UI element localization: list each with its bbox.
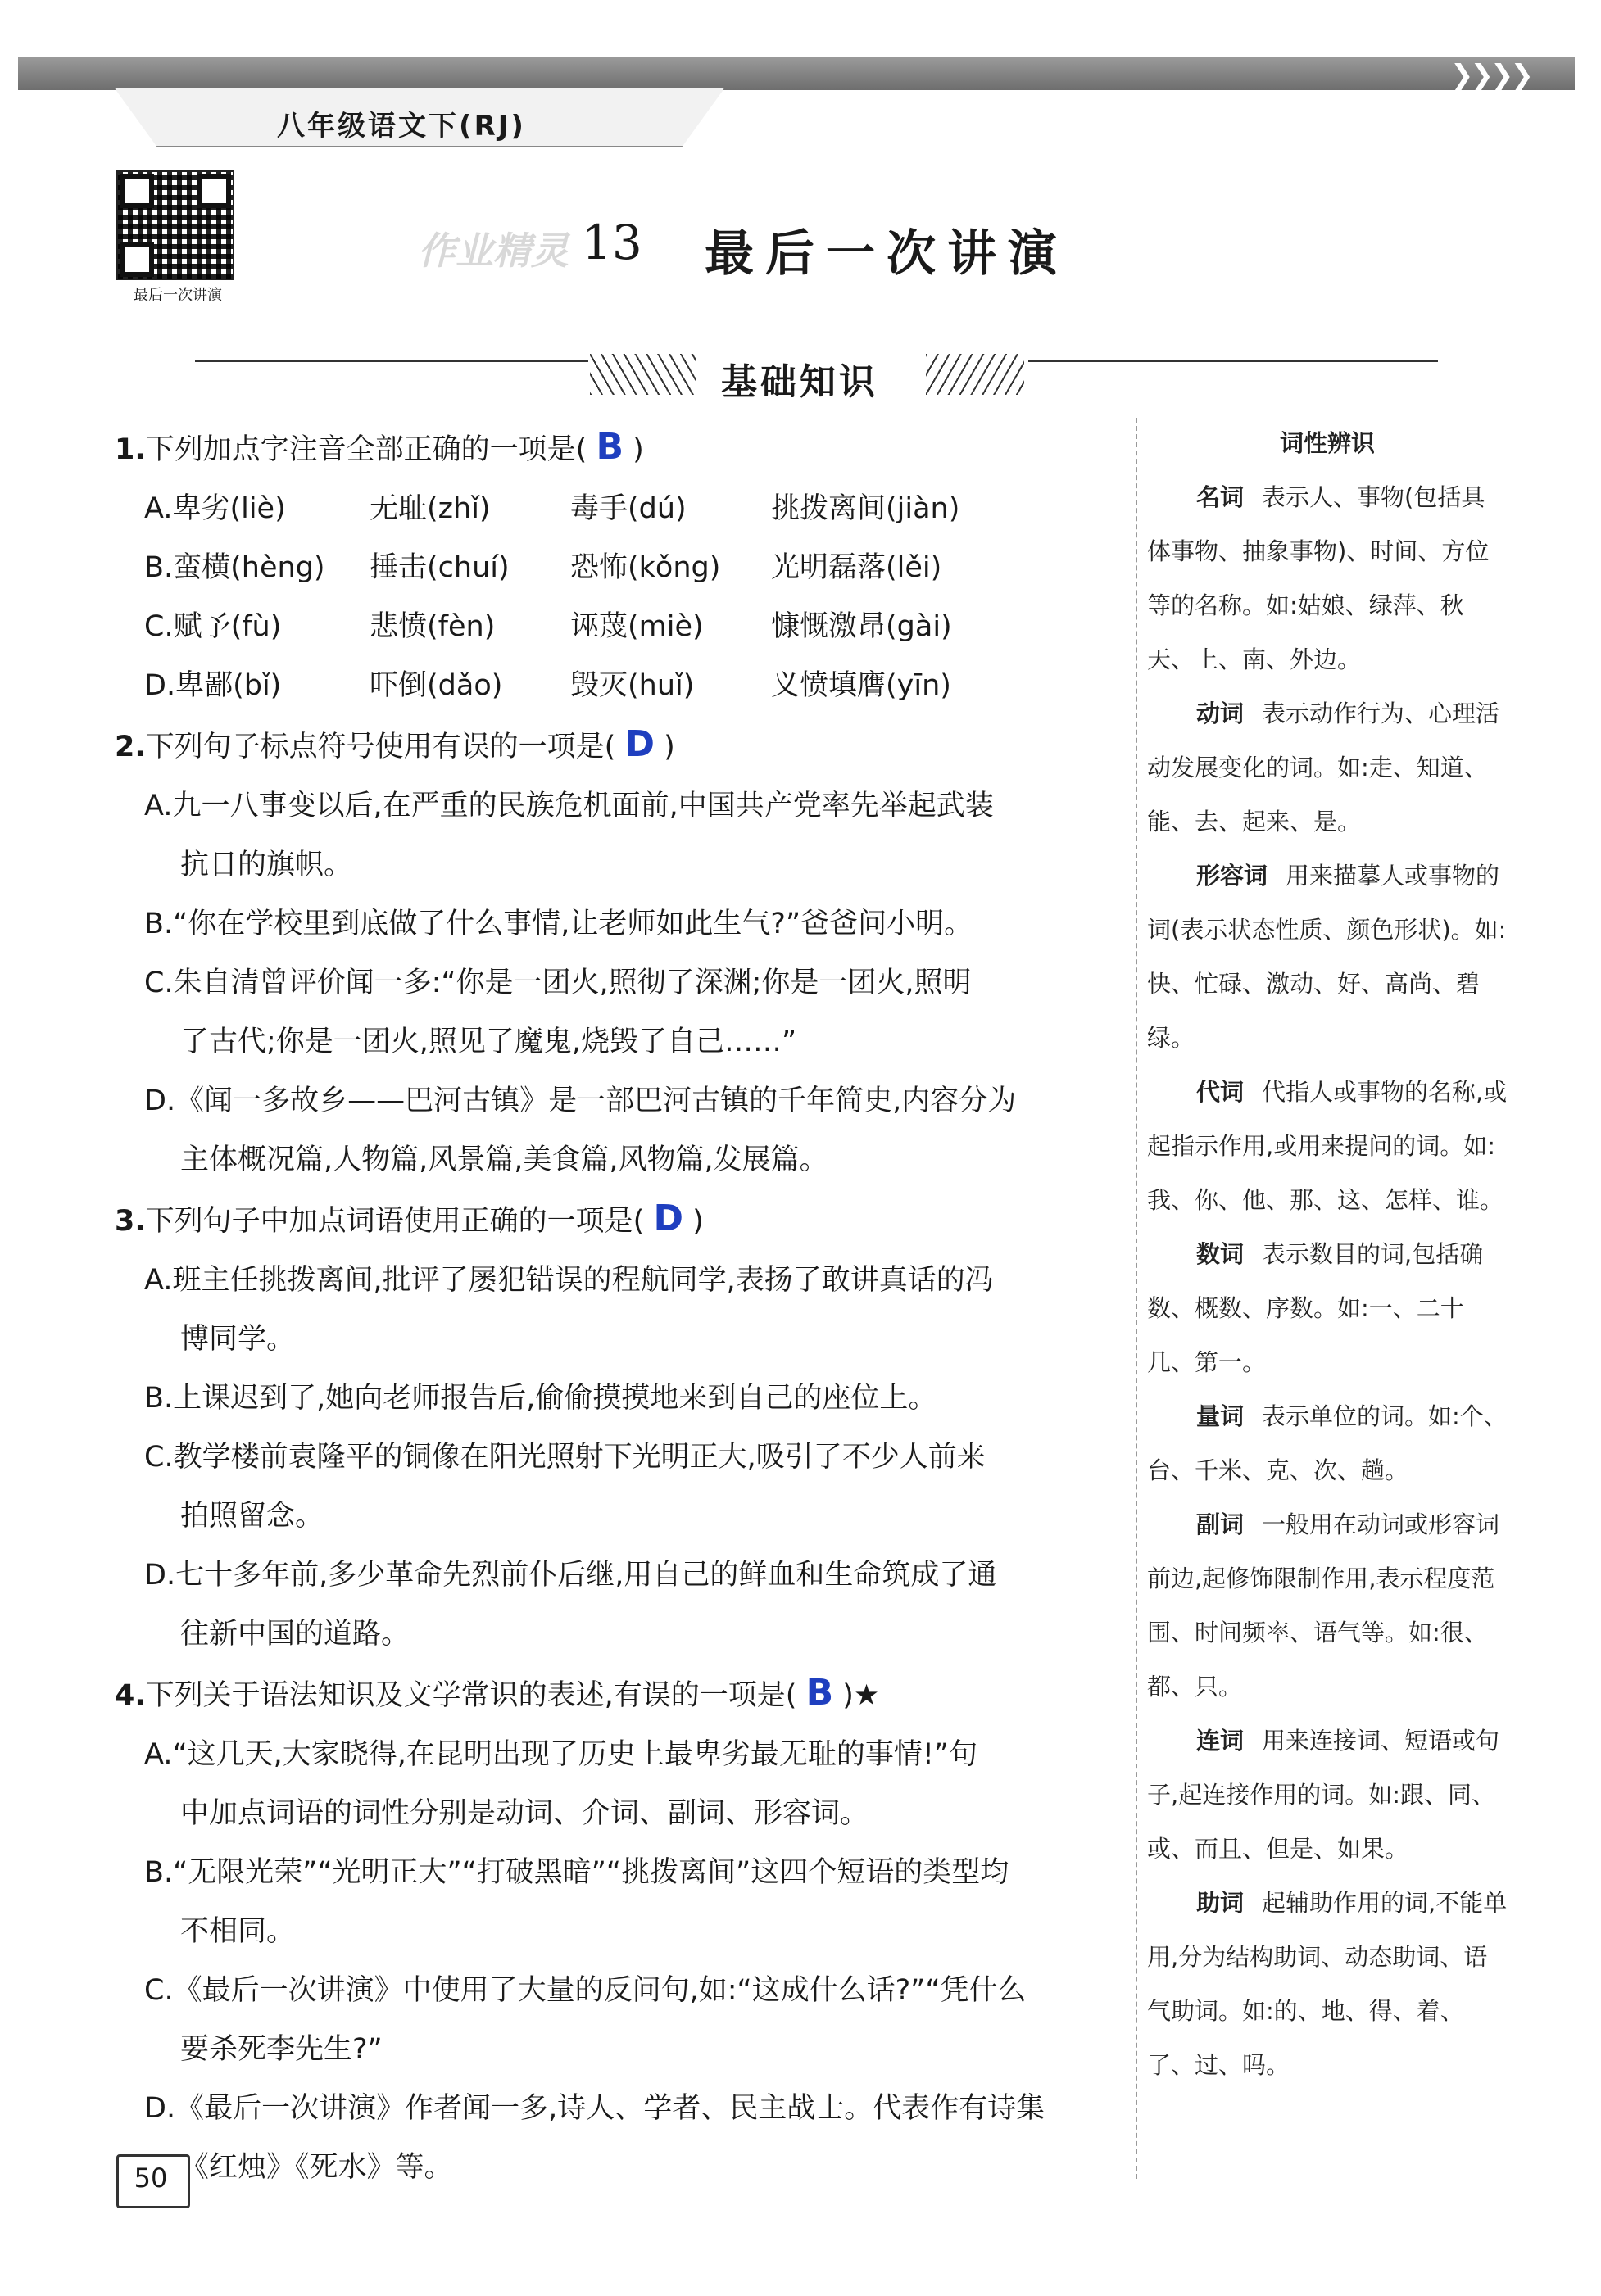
question-stem: 下列句子中加点词语使用正确的一项是( xyxy=(145,1205,645,1238)
entry-desc: 表示人、事物(包括具体事物、抽象事物)、时间、方位等的名称。如:姑娘、绿萍、秋天、上、南、外边。 xyxy=(1147,483,1490,673)
sidebar-entry xyxy=(1147,1065,1508,1227)
section-hatch-right xyxy=(926,354,1024,395)
question-close: ) xyxy=(692,1205,704,1238)
qr-code-icon[interactable] xyxy=(116,170,234,280)
entry-desc: 一般用在动词或形容词前边,起修饰限制作用,表示程度范围、时间频率、语气等。如:很、都、只。 xyxy=(1147,1510,1500,1700)
column-divider xyxy=(1136,418,1137,2179)
option-d-cont: 主体概况篇,人物篇,风景篇,美食篇,风物篇,发展篇。 xyxy=(180,1143,828,1176)
option-cell: 义愤填膺(yīn) xyxy=(771,669,951,702)
option-cell: 恐怖(kǒng) xyxy=(570,551,721,584)
option-d-cont: 《红烛》《死水》等。 xyxy=(180,2151,453,2184)
question-stem: 下列加点字注音全部正确的一项是( xyxy=(145,433,587,466)
option-d: D.《闻一多故乡——巴河古镇》是一部巴河古镇的千年简史,内容分为 xyxy=(144,1085,1017,1117)
answer-mark: B xyxy=(596,426,624,468)
option-d: D.七十多年前,多少革命先烈前仆后继,用自己的鲜血和生命筑成了通 xyxy=(144,1559,997,1592)
sidebar-entry xyxy=(1147,1497,1508,1714)
entry-term: 名词 xyxy=(1196,483,1245,511)
header-band xyxy=(18,57,1575,90)
question-stem: 下列句子标点符号使用有误的一项是( xyxy=(145,731,616,763)
question-2 xyxy=(115,715,1131,777)
page-number: 50 xyxy=(134,2162,168,2194)
option-b: B.“你在学校里到底做了什么事情,让老师如此生气?”爸爸问小明。 xyxy=(144,908,973,940)
entry-term: 副词 xyxy=(1196,1510,1245,1538)
grade-label: 八年级语文下(RJ) xyxy=(277,110,526,143)
option-c-cont: 拍照留念。 xyxy=(180,1500,324,1533)
sidebar-entry xyxy=(1147,1227,1508,1389)
question-close: )★ xyxy=(842,1679,880,1712)
option-a-cont: 博同学。 xyxy=(180,1323,296,1356)
entry-term: 量词 xyxy=(1196,1402,1245,1430)
lesson-title: 最后一次讲演 xyxy=(705,225,1068,283)
option-cell: D.卑鄙(bǐ) xyxy=(144,669,282,702)
entry-term: 代词 xyxy=(1196,1078,1245,1106)
sidebar-entry xyxy=(1147,849,1508,1065)
section-rule-right xyxy=(1028,360,1438,362)
option-b-cont: 不相同。 xyxy=(180,1915,296,1948)
entry-desc: 用来描摹人或事物的词(表示状态性质、颜色形状)。如:快、忙碌、激动、好、高尚、碧绿。 xyxy=(1147,862,1507,1052)
option-cell: 无耻(zhǐ) xyxy=(370,492,491,525)
option-b: B.“无限光荣”“光明正大”“打破黑暗”“挑拨离间”这四个短语的类型均 xyxy=(144,1856,1009,1889)
answer-mark: D xyxy=(624,723,655,765)
sidebar-entry xyxy=(1147,686,1508,849)
option-a: A.班主任挑拨离间,批评了屡犯错误的程航同学,表扬了敢讲真话的冯 xyxy=(144,1264,994,1297)
option-cell: 毒手(dú) xyxy=(570,492,687,525)
option-d-cont: 往新中国的道路。 xyxy=(180,1618,410,1651)
question-1 xyxy=(115,418,1131,479)
entry-term: 数词 xyxy=(1196,1240,1245,1268)
option-cell: 诬蔑(miè) xyxy=(570,610,704,643)
option-a: A.九一八事变以后,在严重的民族危机面前,中国共产党率先举起武装 xyxy=(144,790,994,822)
option-row xyxy=(115,538,1131,597)
option-cell: 捶击(chuí) xyxy=(370,551,510,584)
question-close: ) xyxy=(633,433,644,466)
entry-term: 形容词 xyxy=(1196,862,1268,890)
question-close: ) xyxy=(664,731,675,763)
option-cell: B.蛮横(hèng) xyxy=(144,551,325,584)
option-c-cont: 要杀死李先生?” xyxy=(180,2033,383,2066)
sidebar-title: 词性辨识 xyxy=(1279,429,1375,457)
option-cell: 毁灭(huǐ) xyxy=(570,669,695,702)
question-list xyxy=(115,418,1131,2197)
entry-desc: 表示动作行为、心理活动发展变化的词。如:走、知道、能、去、起来、是。 xyxy=(1147,700,1500,836)
option-cell: 慷慨激昂(gài) xyxy=(771,610,952,643)
entry-desc: 表示单位的词。如:个、台、千米、克、次、趟。 xyxy=(1147,1402,1508,1484)
entry-desc: 表示数目的词,包括确数、概数、序数。如:一、二十几、第一。 xyxy=(1147,1240,1484,1376)
section-title: 基础知识 xyxy=(721,361,878,403)
lesson-number: 13 xyxy=(582,215,642,270)
question-number: 3. xyxy=(115,1205,146,1238)
option-row xyxy=(115,597,1131,656)
option-cell: 挑拨离间(jiàn) xyxy=(771,492,960,525)
option-c: C.《最后一次讲演》中使用了大量的反问句,如:“这成什么话?”“凭什么 xyxy=(144,1974,1027,2007)
header-arrows-icon: ❯❯❯❯ xyxy=(1450,59,1531,92)
option-a-cont: 抗日的旗帜。 xyxy=(180,849,353,881)
question-number: 1. xyxy=(115,433,146,466)
sidebar-entry xyxy=(1147,1876,1508,2092)
entry-desc: 代指人或事物的名称,或起指示作用,或用来提问的词。如:我、你、他、那、这、怎样、谁。 xyxy=(1147,1078,1508,1214)
option-a-cont: 中加点词语的词性分别是动词、介词、副词、形容词。 xyxy=(180,1797,869,1830)
entry-desc: 用来连接词、短语或句子,起连接作用的词。如:跟、同、或、而且、但是、如果。 xyxy=(1147,1727,1500,1863)
answer-mark: D xyxy=(653,1198,683,1239)
sidebar-notes xyxy=(1147,416,1508,2092)
question-stem: 下列关于语法知识及文学常识的表述,有误的一项是( xyxy=(145,1679,797,1712)
section-hatch-left xyxy=(590,354,696,395)
option-cell: A.卑劣(liè) xyxy=(144,492,286,525)
option-cell: 吓倒(dǎo) xyxy=(370,669,503,702)
option-cell: 悲愤(fèn) xyxy=(370,610,496,643)
option-row xyxy=(115,479,1131,538)
entry-desc: 起辅助作用的词,不能单用,分为结构助词、动态助词、语气助词。如:的、地、得、着、了、过、吗。 xyxy=(1147,1889,1508,2079)
option-cell: C.赋予(fù) xyxy=(144,610,282,643)
qr-caption: 最后一次讲演 xyxy=(134,287,222,304)
entry-term: 动词 xyxy=(1196,700,1245,727)
watermark: 作业精灵 xyxy=(418,229,569,273)
question-number: 4. xyxy=(115,1679,146,1712)
sidebar-entry xyxy=(1147,470,1508,686)
option-row xyxy=(115,656,1131,715)
option-c-cont: 了古代;你是一团火,照见了魔鬼,烧毁了自己……” xyxy=(180,1026,797,1058)
sidebar-entry xyxy=(1147,1714,1508,1876)
question-3 xyxy=(115,1189,1131,1251)
section-rule-left xyxy=(195,360,588,362)
option-b: B.上课迟到了,她向老师报告后,偷偷摸摸地来到自己的座位上。 xyxy=(144,1382,937,1415)
question-4 xyxy=(115,1664,1131,1725)
option-c: C.教学楼前袁隆平的铜像在阳光照射下光明正大,吸引了不少人前来 xyxy=(144,1441,986,1474)
answer-mark: B xyxy=(805,1672,834,1714)
question-number: 2. xyxy=(115,731,146,763)
option-d: D.《最后一次讲演》作者闻一多,诗人、学者、民主战士。代表作有诗集 xyxy=(144,2092,1045,2125)
option-a: A.“这几天,大家晓得,在昆明出现了历史上最卑劣最无耻的事情!”句 xyxy=(144,1738,978,1771)
entry-term: 连词 xyxy=(1196,1727,1245,1755)
option-cell: 光明磊落(lěi) xyxy=(771,551,942,584)
sidebar-entry xyxy=(1147,1389,1508,1497)
entry-term: 助词 xyxy=(1196,1889,1245,1917)
option-c: C.朱自清曾评价闻一多:“你是一团火,照彻了深渊;你是一团火,照明 xyxy=(144,967,972,999)
